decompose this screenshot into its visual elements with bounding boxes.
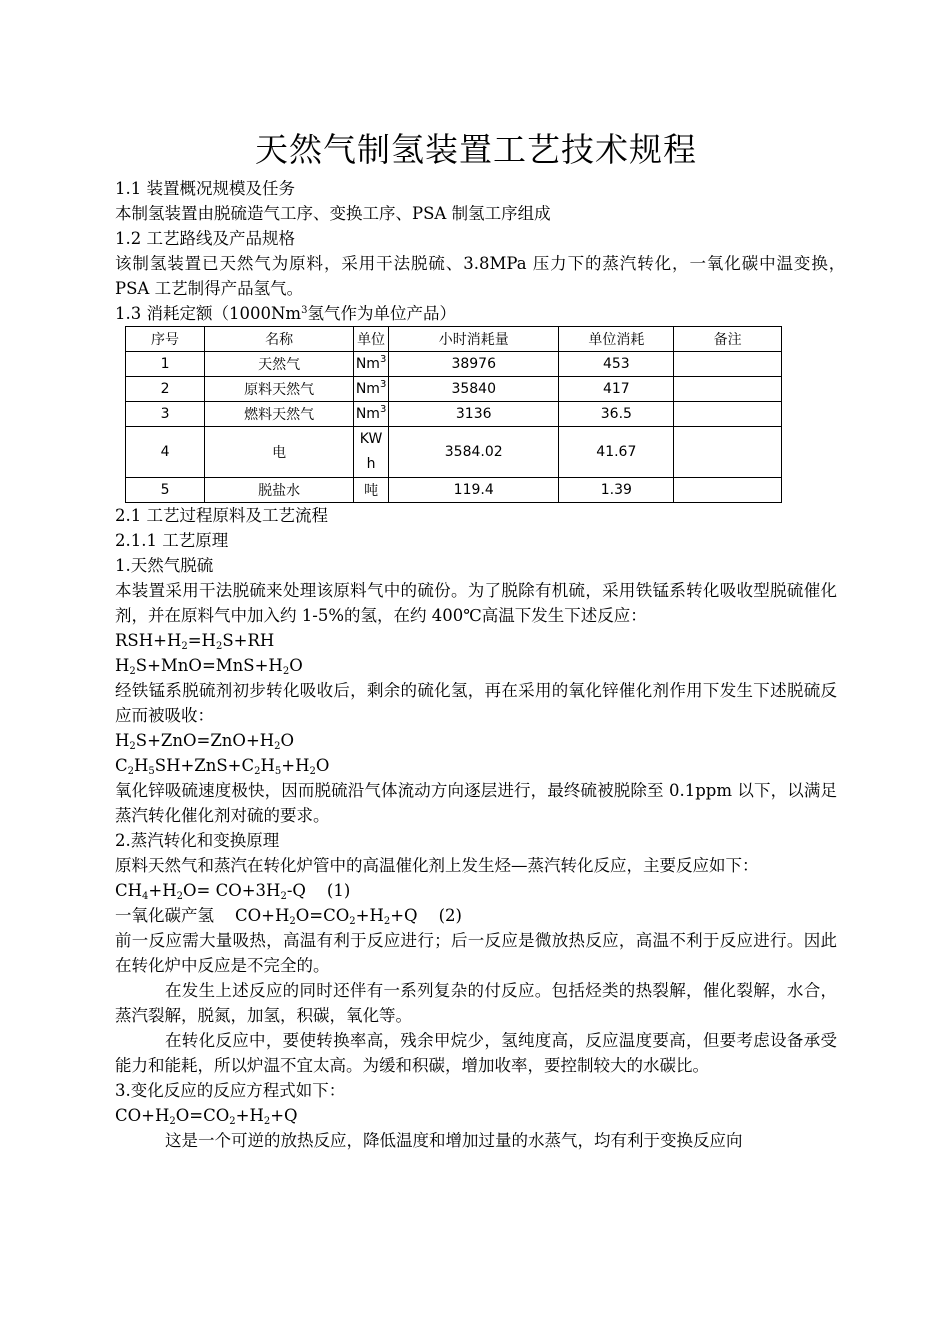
cell-unit: 吨: [354, 478, 389, 503]
heading-part: 1.3 消耗定额（1000Nm: [115, 304, 302, 323]
table-row: [126, 352, 782, 377]
unit-text: h: [366, 456, 376, 472]
equation-prefix: 一氧化碳产氢: [115, 906, 214, 925]
section-1-2-text: 该制氢装置已天然气为原料，采用干法脱硫、3.8MPa 压力下的蒸汽转化，一氧化碳中温变换， PSA 工艺制得产品氢气。: [115, 254, 854, 298]
section-1-2-heading: 1.2 工艺路线及产品规格: [115, 229, 295, 248]
document-title: 天然气制氢装置工艺技术规程: [255, 130, 697, 169]
equation-label: (1): [326, 881, 351, 900]
section-1-3-heading: [115, 301, 837, 326]
cell-unit: [354, 427, 389, 478]
equation-3: $H_2S+ZnO=ZnO+H_2O$: [115, 731, 295, 752]
cell-unit: [354, 352, 389, 377]
unit-text: Nm: [355, 381, 380, 397]
item-1-text-2: 经铁锰系脱硫剂初步转化吸收后，剩余的硫化氢，再在采用的氧化锌催化剂作用下发生下述脱硫反应而被吸收：: [115, 681, 837, 725]
item-2-heading: 2.蒸汽转化和变换原理: [115, 831, 280, 850]
cell-hourly: 3136: [389, 402, 559, 427]
cell-name: 天然气: [205, 352, 354, 377]
item-2-text-3: 在发生上述反应的同时还伴有一系列复杂的付反应。包括烃类的热裂解，催化裂解，水合，蒸汽裂解，脱氮，加氢，积碳，氧化等。: [115, 981, 837, 1025]
cell-per-unit: 417: [559, 377, 674, 402]
cell-per-unit: 1.39: [559, 478, 674, 503]
cell-name: 燃料天然气: [205, 402, 354, 427]
document-page: [115, 128, 854, 1153]
consumption-table: [125, 326, 782, 503]
cell-note: [674, 352, 782, 377]
unit-text: Nm: [355, 406, 380, 422]
item-2-text-4: 在转化反应中，要使转换率高，残余甲烷少，氢纯度高，反应温度要高，但要考虑设备承受能力和能耗，所以炉温不宜太高。为缓和积碳，增加收率，要控制较大的水碳比。: [115, 1031, 837, 1075]
cell-hourly: 119.4: [389, 478, 559, 503]
cell-note: [674, 402, 782, 427]
table-row: [126, 377, 782, 402]
header-cell: 序号: [126, 327, 205, 352]
cell-unit: [354, 377, 389, 402]
cell-name: 电: [205, 427, 354, 478]
cell-name: 脱盐水: [205, 478, 354, 503]
table-row: [126, 402, 782, 427]
cell-no: 2: [126, 377, 205, 402]
header-cell: 备注: [674, 327, 782, 352]
header-cell: 单位: [354, 327, 389, 352]
heading-part: 氢气作为单位产品）: [307, 304, 456, 323]
equation-1: $RSH+H_2=H_2S+RH$: [115, 631, 275, 652]
equation-7: $CO+H_2O=CO_2+H_2+Q$: [115, 1106, 298, 1127]
heading-sup: 3: [301, 305, 308, 316]
item-1-text-3: 氧化锌吸硫速度极快，因而脱硫沿气体流动方向逐层进行，最终硫被脱除至 0.1ppm 以下，以满足蒸汽转化催化剂对硫的要求。: [115, 781, 837, 825]
equation-5: $CH_4+H_2O= CO+3H_2-Q$ (1): [115, 881, 351, 902]
table-row: [126, 478, 782, 503]
cell-per-unit: 36.5: [559, 402, 674, 427]
cell-name: 原料天然气: [205, 377, 354, 402]
cell-note: [674, 377, 782, 402]
unit-text: Nm: [355, 356, 380, 372]
cell-no: 4: [126, 427, 205, 478]
cell-hourly: 35840: [389, 377, 559, 402]
unit-sup: 3: [379, 354, 387, 365]
section-2-1-heading: 2.1 工艺过程原料及工艺流程: [115, 506, 328, 525]
unit-sup: 3: [379, 379, 387, 390]
cell-hourly: 3584.02: [389, 427, 559, 478]
item-1-text: 本装置采用干法脱硫来处理该原料气中的硫份。为了脱除有机硫，采用铁锰系转化吸收型脱硫催化剂，并在原料气中加入约 1-5%的氢，在约 400℃高温下发生下述反应：: [115, 581, 837, 625]
item-2-text-2: 前一反应需大量吸热，高温有利于反应进行；后一反应是微放热反应，高温不利于反应进行。因此在转化炉中反应是不完全的。: [115, 931, 837, 975]
cell-note: [674, 478, 782, 503]
equation-6: 一氧化碳产氢 $CO+H_2O=CO_2+H_2+Q$ (2): [115, 906, 462, 927]
cell-hourly: 38976: [389, 352, 559, 377]
cell-no: 5: [126, 478, 205, 503]
item-2-text: 原料天然气和蒸汽在转化炉管中的高温催化剂上发生烃—蒸汽转化反应，主要反应如下：: [115, 856, 759, 875]
item-3-text: 这是一个可逆的放热反应，降低温度和增加过量的水蒸气，均有利于变换反应向: [165, 1131, 743, 1150]
section-1-1-text: 本制氢装置由脱硫造气工序、变换工序、PSA 制氢工序组成: [115, 204, 551, 223]
table-row: [126, 427, 782, 478]
item-1-heading: 1.天然气脱硫: [115, 556, 214, 575]
cell-per-unit: 453: [559, 352, 674, 377]
header-cell: 单位消耗: [559, 327, 674, 352]
cell-unit: [354, 402, 389, 427]
item-3-heading: 3.变化反应的反应方程式如下：: [115, 1081, 346, 1100]
cell-no: 3: [126, 402, 205, 427]
section-1-1-heading: 1.1 装置概况规模及任务: [115, 179, 295, 198]
cell-note: [674, 427, 782, 478]
header-cell: 小时消耗量: [389, 327, 559, 352]
header-cell: 名称: [205, 327, 354, 352]
unit-sup: 3: [379, 404, 387, 415]
unit-text: KW: [359, 431, 383, 447]
table-header-row: [126, 327, 782, 352]
equation-4: $C_2H_5SH+ZnS+C_2H_5+H_2O$: [115, 756, 330, 777]
equation-2: $H_2S+MnO=MnS+H_2O$: [115, 656, 303, 677]
equation-label: (2): [438, 906, 462, 925]
cell-per-unit: 41.67: [559, 427, 674, 478]
section-2-1-1-heading: 2.1.1 工艺原理: [115, 531, 229, 550]
cell-no: 1: [126, 352, 205, 377]
